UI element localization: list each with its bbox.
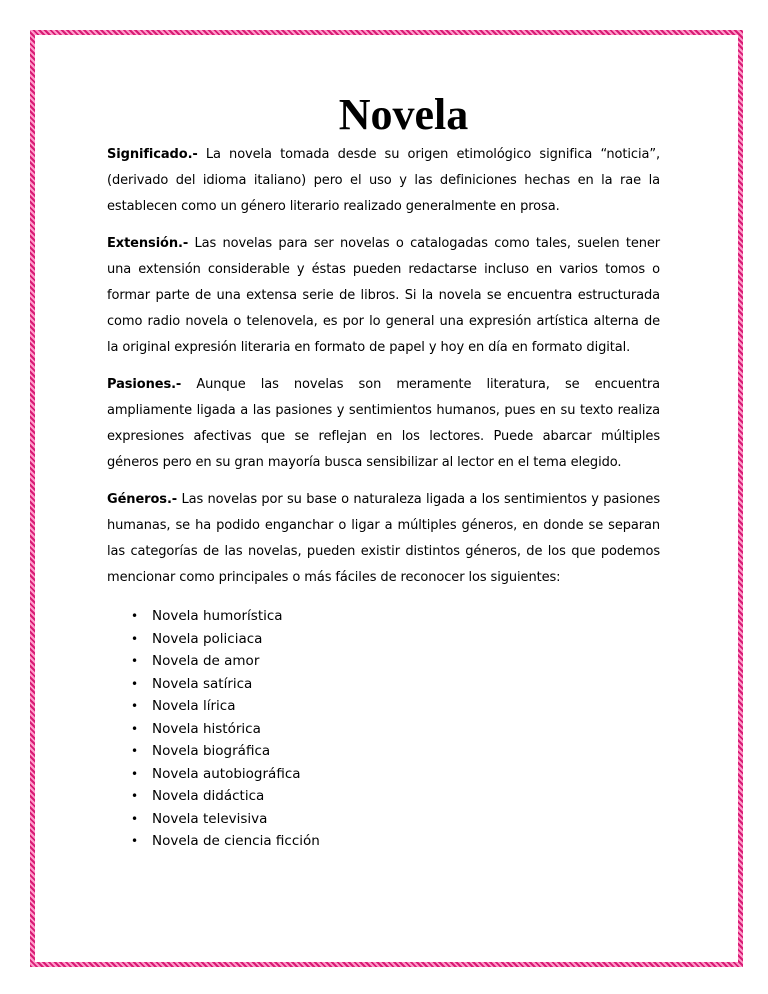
list-item (107, 808, 660, 831)
list-item-label: Novela histórica (152, 720, 261, 737)
bullet-icon: • (131, 631, 139, 646)
list-item (107, 650, 660, 673)
list-item-label: Novela biográfica (152, 743, 271, 759)
list-item-label: Novela lírica (152, 698, 236, 714)
paragraph-text: Las novelas por su base o naturaleza ligada a los sentimientos y pasiones humanas, se ha podido enganchar o ligar a múltiples géneros, en donde se separan las categorías de las novelas, pueden existir distintos géneros, de los que podemos mencionar como principales o más fáciles de reconocer los siguientes: (107, 492, 660, 585)
list-item (107, 763, 660, 786)
page-title: Novela (338, 90, 469, 139)
list-item (107, 718, 660, 741)
list-item-label: Novela satírica (152, 675, 253, 692)
list-item-label: Novela de amor (152, 653, 260, 669)
genre-list (107, 605, 660, 853)
paragraph-text: Las novelas para ser novelas o catalogadas como tales, suelen tener una extensión considerable y éstas pueden redactarse incluso en varios tomos o formar parte de una extensa serie de libros. Si la novela se encuentra estructurada como radio novela o telenovela, es por lo general una expresión artística alterna de la original expresión literaria en formato de papel y hoy en día en formato digital. (107, 236, 660, 355)
list-item (107, 605, 660, 628)
paragraph-text: Aunque las novelas son meramente literatura, se encuentra ampliamente ligada a las pasiones y sentimientos humanos, pues en su texto realiza expresiones afectivas que se reflejan en los lectores. Puede abarcar múltiples géneros pero en su gran mayoría busca sensibilizar al lector en el tema elegido. (107, 377, 660, 470)
list-item (107, 673, 660, 696)
paragraph-pasiones (107, 372, 660, 476)
list-item (107, 785, 660, 808)
bullet-icon: • (131, 834, 139, 848)
list-item-label: Novela didáctica (152, 788, 265, 804)
bullet-icon: • (131, 609, 139, 623)
list-item-label: Novela de ciencia ficción (152, 833, 320, 849)
bullet-icon: • (131, 676, 139, 691)
paragraph-lead: Extensión.- (107, 236, 189, 251)
list-item-label: Novela humorística (152, 608, 283, 624)
list-item (107, 628, 660, 651)
paragraph-extension (107, 231, 660, 361)
list-item-label: Novela policiaca (152, 630, 263, 647)
bullet-icon: • (131, 699, 139, 713)
paragraph-lead: Significado.- (107, 147, 198, 162)
list-item (107, 830, 660, 853)
paragraph-lead: Géneros.- (107, 492, 178, 507)
paragraph-lead: Pasiones.- (107, 377, 182, 392)
list-item-label: Novela televisiva (152, 810, 268, 827)
bullet-icon: • (131, 789, 139, 803)
paragraph-generos (107, 487, 660, 591)
paragraph-text: La novela tomada desde su origen etimológico significa “noticia”, (derivado del idioma italiano) pero el uso y las definiciones hechas en la rae la establecen como un género literario realizado generalmente en prosa. (107, 147, 660, 214)
bullet-icon: • (131, 654, 139, 668)
list-item (107, 740, 660, 763)
document-page (107, 90, 660, 853)
paragraph-significado (107, 142, 660, 220)
bullet-icon: • (131, 766, 139, 781)
list-item-label: Novela autobiográfica (152, 765, 301, 782)
bullet-icon: • (131, 744, 139, 758)
bullet-icon: • (131, 721, 139, 736)
list-item (107, 695, 660, 718)
bullet-icon: • (131, 811, 139, 826)
